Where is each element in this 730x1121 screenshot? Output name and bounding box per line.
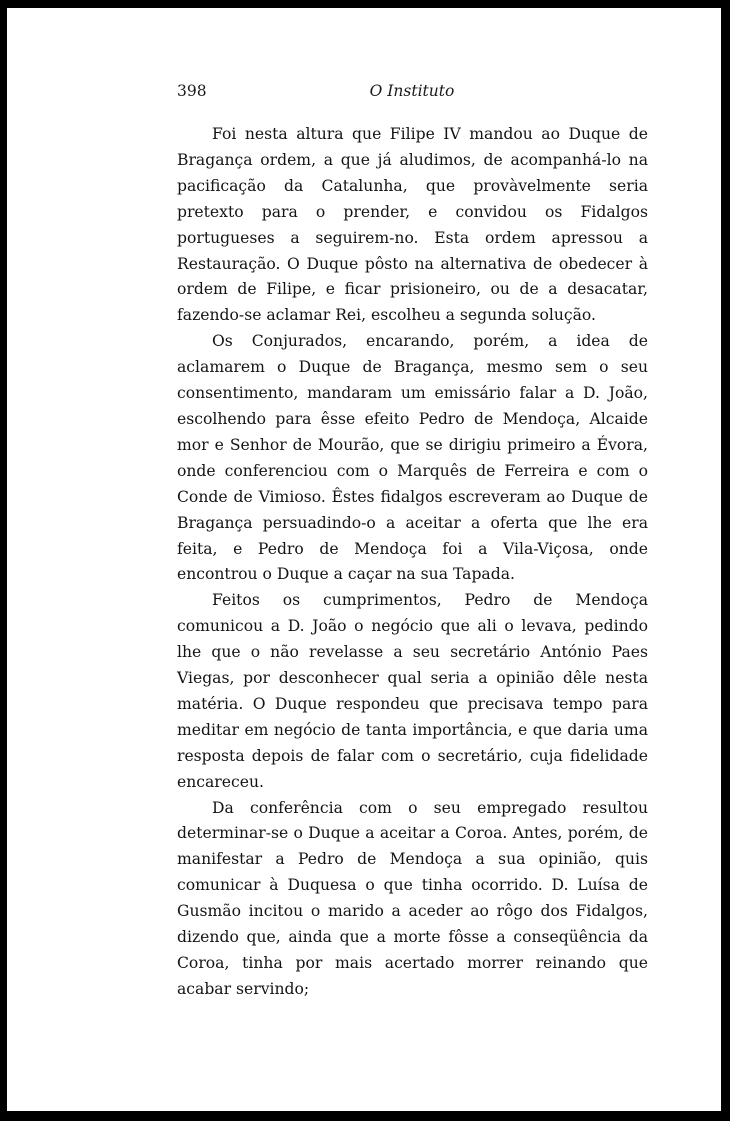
page-number: 398	[177, 82, 207, 100]
paragraph-1: Foi nesta altura que Filipe IV mandou ao Duque de Bragança ordem, a que já aludimos, de acompanhá-lo na pacificação da Catalunha, que provàvelmente seria pretexto para o prender, e convidou os Fidalgos portugueses a seguirem-no. Esta ordem apressou a Restauração. O Duque pôsto na alternativa de obedecer à ordem de Filipe, e ficar prisioneiro, ou de a desacatar, fazendo-se aclamar Rei, escolheu a segunda solução.	[177, 125, 648, 325]
page-header	[177, 82, 647, 110]
running-title: O Instituto	[369, 82, 455, 100]
paragraph-4: Da conferência com o seu empregado resultou determinar-se o Duque a aceitar a Coroa. Antes, porém, de manifestar a Pedro de Mendoça a sua opinião, quis comunicar à Duquesa o que tinha ocorrido. D. Luísa de Gusmão incitou o marido a aceder ao rôgo dos Fidalgos, dizendo que, ainda que a morte fôsse a conseqüência da Coroa, tinha por mais acertado morrer reinando que acabar servindo;	[177, 798, 648, 998]
body-text	[177, 122, 648, 1003]
paragraph-3: Feitos os cumprimentos, Pedro de Mendoça comunicou a D. João o negócio que ali o levava, pedindo lhe que o não revelasse a seu secretário António Paes Viegas, por desconhecer qual seria a opinião dêle nesta matéria. O Duque respondeu que precisava tempo para meditar em negócio de tanta importância, e que daria uma resposta depois de falar com o secretário, cuja fidelidade encareceu.	[177, 591, 648, 791]
paragraph-2: Os Conjurados, encarando, porém, a idea de aclamarem o Duque de Bragança, mesmo sem o seu consentimento, mandaram um emissário falar a D. João, escolhendo para êsse efeito Pedro de Mendoça, Alcaide mor e Senhor de Mourão, que se dirigiu primeiro a Évora, onde conferenciou com o Marquês de Ferreira e com o Conde de Vimioso. Êstes fidalgos escreveram ao Duque de Bragança persuadindo-o a aceitar a oferta que lhe era feita, e Pedro de Mendoça foi a Vila-Viçosa, onde encontrou o Duque a caçar na sua Tapada.	[177, 332, 648, 584]
